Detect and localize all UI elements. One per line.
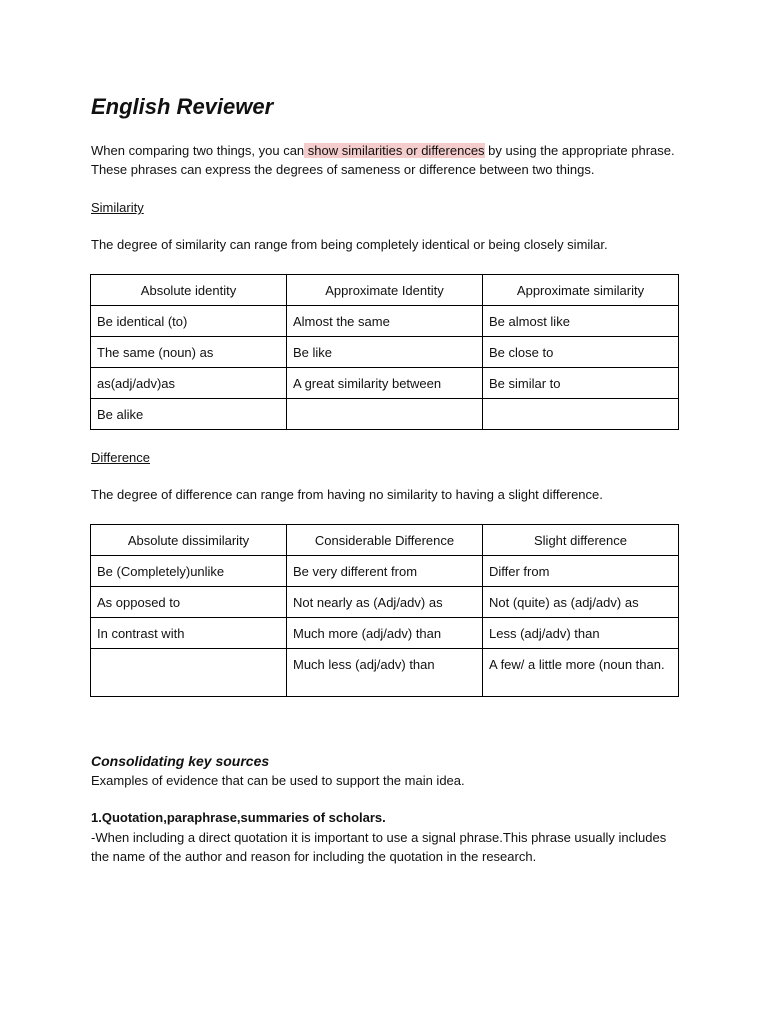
table-cell: Be (Completely)unlike <box>91 556 287 587</box>
table-cell: Be very different from <box>287 556 483 587</box>
table-row <box>91 399 679 430</box>
similarity-description: The degree of similarity can range from being completely identical or being closely similar. <box>91 237 608 252</box>
table-row <box>91 556 679 587</box>
difference-table <box>90 524 679 697</box>
table-cell <box>91 649 287 697</box>
intro-paragraph <box>91 141 691 179</box>
table-cell: Be almost like <box>483 306 679 337</box>
table-header-cell: Approximate similarity <box>483 275 679 306</box>
table-header-row <box>91 525 679 556</box>
table-cell: A few/ a little more (noun than. <box>483 649 679 697</box>
table-row <box>91 618 679 649</box>
table-cell: Not (quite) as (adj/adv) as <box>483 587 679 618</box>
table-header-row <box>91 275 679 306</box>
item1-heading: 1.Quotation,paraphrase,summaries of scholars. <box>91 810 386 825</box>
table-header-cell: Absolute dissimilarity <box>91 525 287 556</box>
table-cell: Be similar to <box>483 368 679 399</box>
intro-text-before: When comparing two things, you can <box>91 143 305 158</box>
table-cell: as(adj/adv)as <box>91 368 287 399</box>
table-cell: Differ from <box>483 556 679 587</box>
table-header-cell: Absolute identity <box>91 275 287 306</box>
table-cell: The same (noun) as <box>91 337 287 368</box>
difference-heading: Difference <box>91 450 151 465</box>
table-row <box>91 368 679 399</box>
table-cell: A great similarity between <box>287 368 483 399</box>
table-cell: Not nearly as (Adj/adv) as <box>287 587 483 618</box>
intro-text-after: by using the appropriate phrase. These phrases can express the degrees of sameness or difference between two things. <box>91 143 675 177</box>
table-row <box>91 337 679 368</box>
table-cell: Be like <box>287 337 483 368</box>
table-cell: Less (adj/adv) than <box>483 618 679 649</box>
table-cell: Much more (adj/adv) than <box>287 618 483 649</box>
table-cell: Almost the same <box>287 306 483 337</box>
difference-description: The degree of difference can range from having no similarity to having a slight difference. <box>91 487 603 502</box>
table-cell: As opposed to <box>91 587 287 618</box>
table-cell: In contrast with <box>91 618 287 649</box>
consolidating-description: Examples of evidence that can be used to support the main idea. <box>91 773 465 788</box>
table-cell: Be close to <box>483 337 679 368</box>
table-row <box>91 587 679 618</box>
table-cell: Much less (adj/adv) than <box>287 649 483 697</box>
table-header-cell: Slight difference <box>483 525 679 556</box>
consolidating-heading: Consolidating key sources <box>91 753 270 769</box>
table-cell <box>483 399 679 430</box>
table-row <box>91 306 679 337</box>
page-title: English Reviewer <box>91 94 274 119</box>
table-cell <box>287 399 483 430</box>
table-cell: Be alike <box>91 399 287 430</box>
intro-highlight: show similarities or differences <box>304 143 485 158</box>
item1-text: -When including a direct quotation it is important to use a signal phrase.This phrase usually includes the name of the author and reason for including the quotation in the research. <box>91 830 667 864</box>
table-cell: Be identical (to) <box>91 306 287 337</box>
similarity-table <box>90 274 679 430</box>
similarity-heading: Similarity <box>91 200 144 215</box>
table-header-cell: Considerable Difference <box>287 525 483 556</box>
table-row <box>91 649 679 697</box>
table-header-cell: Approximate Identity <box>287 275 483 306</box>
